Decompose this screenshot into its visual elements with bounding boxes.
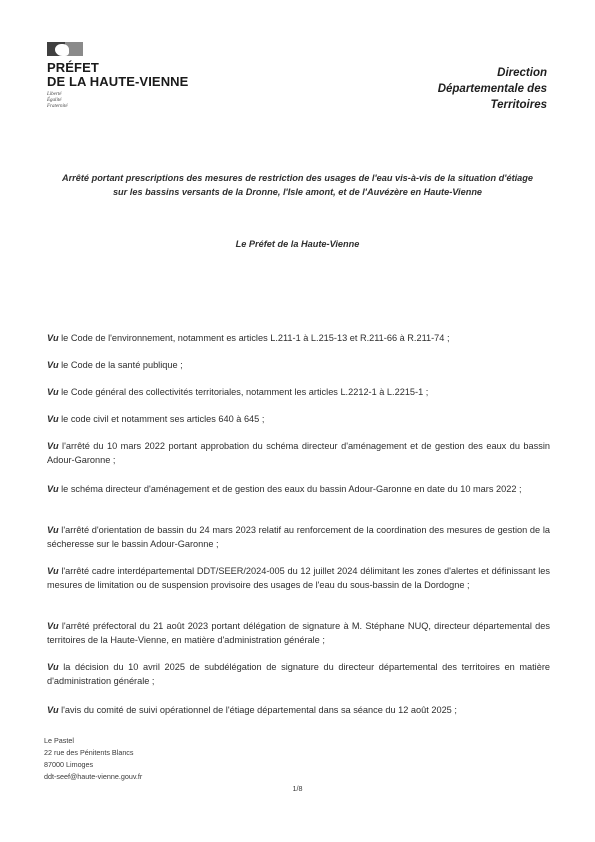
footer-city: 87000 Limoges xyxy=(44,760,94,769)
visa-item xyxy=(47,523,550,551)
motto-liberte: Liberté xyxy=(47,92,62,97)
motto-egalite: Égalité xyxy=(47,98,62,103)
visa-text: l'arrêté du 10 mars 2022 portant approbation du schéma directeur d'aménagement et de gestion des eaux du bassin Adour-Garonne ; xyxy=(47,441,550,465)
address-footer xyxy=(44,735,142,783)
vu-label: Vu xyxy=(47,333,59,343)
republic-motto xyxy=(47,92,197,110)
prefecture-name-line2: DE LA HAUTE-VIENNE xyxy=(47,74,189,89)
visa-text: l'arrêté préfectoral du 21 août 2023 portant délégation de signature à M. Stéphane NUQ, directeur départemental des territoires de la Haute-Vienne, en matière d'administration générale ; xyxy=(47,621,550,645)
vu-label: Vu xyxy=(47,441,59,451)
visa-item xyxy=(47,482,550,496)
visa-text: l'arrêté d'orientation de bassin du 24 mars 2023 relatif au renforcement de la coordination des mesures de gestion de la sécheresse sur le bassin Adour-Garonne ; xyxy=(47,525,550,549)
marianne-emblem-icon xyxy=(47,42,85,58)
visa-item xyxy=(47,331,550,345)
visa-text: le Code de la santé publique ; xyxy=(58,360,183,370)
vu-label: Vu xyxy=(47,621,59,631)
vu-label: Vu xyxy=(47,566,59,576)
vu-label: Vu xyxy=(47,705,59,715)
visa-text: le schéma directeur d'aménagement et de gestion des eaux du bassin Adour-Garonne en date du 10 mars 2022 ; xyxy=(58,484,522,494)
prefecture-name-line1: PRÉFET xyxy=(47,60,99,75)
visa-item xyxy=(47,619,550,647)
vu-label: Vu xyxy=(47,525,59,535)
visa-text: l'avis du comité de suivi opérationnel de l'étiage départemental dans sa séance du 12 août 2025 ; xyxy=(58,705,457,715)
prefecture-logo xyxy=(47,42,197,110)
vu-label: Vu xyxy=(47,662,59,672)
visa-text: le Code de l'environnement, notamment es articles L.211-1 à L.215-13 et R.211-66 à R.211-74 ; xyxy=(58,333,450,343)
direction-line2: Départementale des xyxy=(437,83,547,95)
vu-label: Vu xyxy=(47,484,59,494)
direction-line1: Direction xyxy=(497,67,547,79)
visa-item xyxy=(47,412,550,426)
visa-text: le Code général des collectivités territoriales, notamment les articles L.2212-1 à L.2215-1 ; xyxy=(58,387,429,397)
footer-building: Le Pastel xyxy=(44,736,74,745)
issuing-direction xyxy=(438,65,547,113)
visa-item xyxy=(47,660,550,688)
visa-item xyxy=(47,358,550,372)
visa-item xyxy=(47,703,550,717)
footer-street: 22 rue des Pénitents Blancs xyxy=(44,748,134,757)
direction-line3: Territoires xyxy=(490,99,547,111)
visa-item xyxy=(47,385,550,399)
visa-text: le code civil et notamment ses articles 640 à 645 ; xyxy=(58,414,265,424)
visa-text: la décision du 10 avril 2025 de subdélégation de signature du directeur départemental des territoires en matière d'administration générale ; xyxy=(47,662,550,686)
vu-label: Vu xyxy=(47,387,59,397)
vu-label: Vu xyxy=(47,360,59,370)
motto-fraternite: Fraternité xyxy=(47,104,68,109)
vu-label: Vu xyxy=(47,414,59,424)
page-number: 1/8 xyxy=(292,784,303,793)
footer-email: ddt-seef@haute-vienne.gouv.fr xyxy=(44,772,143,781)
visa-item xyxy=(47,564,550,592)
visa-item xyxy=(47,439,550,467)
visa-text: l'arrêté cadre interdépartemental DDT/SEER/2024-005 du 12 juillet 2024 délimitant les zones d'alertes et définissant les mesures de limitation ou de suspension provisoire des usages de l'eau du sous-bassin de la Dordogne ; xyxy=(47,566,550,590)
prefet-heading: Le Préfet de la Haute-Vienne xyxy=(235,239,360,249)
decree-title: Arrêté portant prescriptions des mesures de restriction des usages de l'eau vis-à-vis de la situation d'étiage sur les bassins versants de la Dronne, l'Isle amont, et de l'Auvézère en Haute-Vienne xyxy=(61,173,534,197)
